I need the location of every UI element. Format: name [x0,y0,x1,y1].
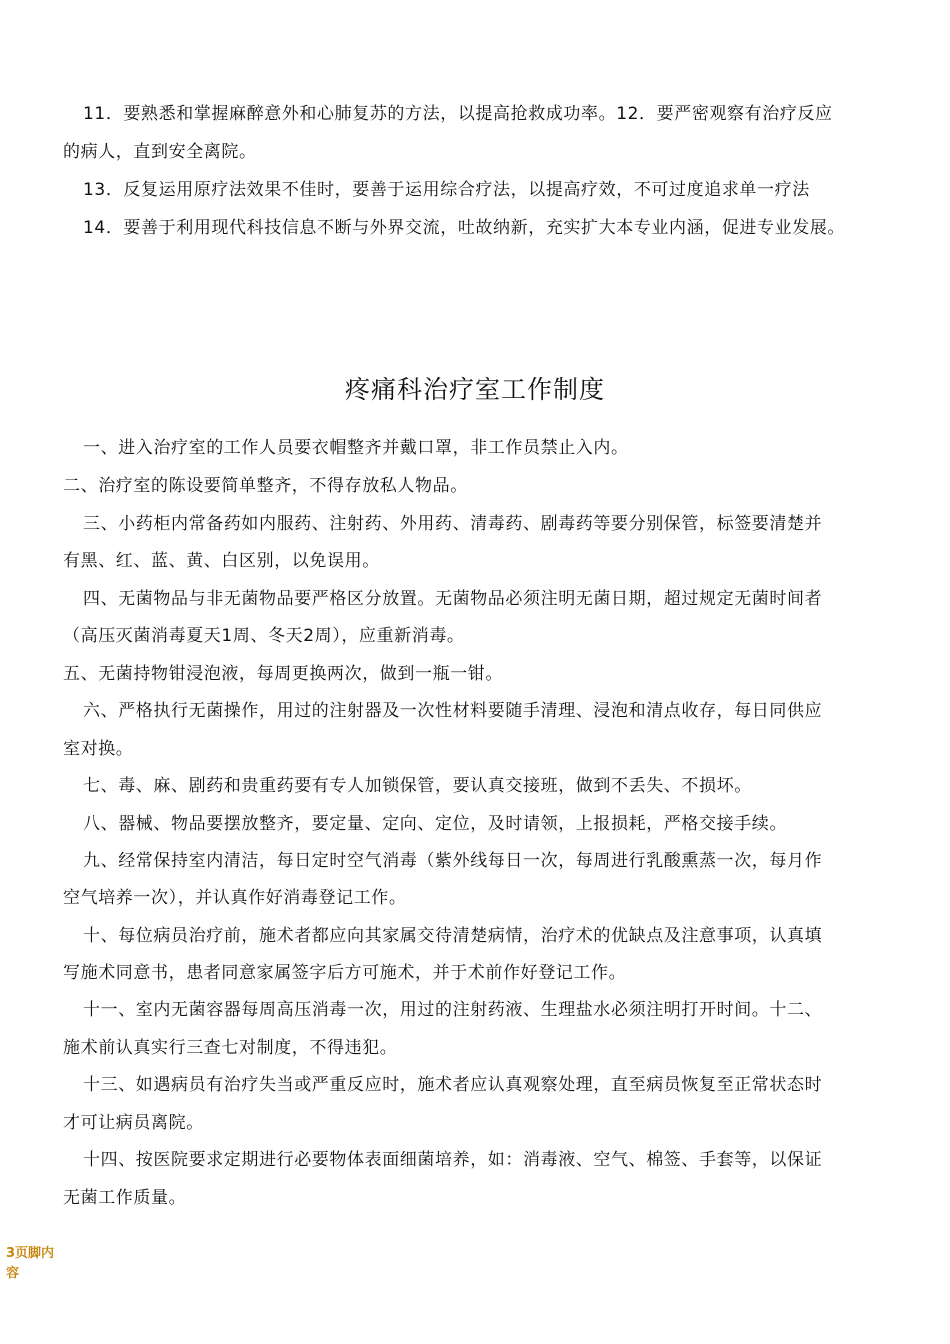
section-title: 疼痛科治疗室工作制度 [344,375,605,404]
item-14: 14．要善于利用现代科技信息不断与外界交流，吐故纳新，充实扩大本专业内涵，促进专业发展。 [83,218,846,238]
item-12-line-2: 的病人，直到安全离院。 [63,142,257,162]
rule-13-line-1: 十三、如遇病员有治疗失当或严重反应时，施术者应认真观察处理，直至病员恢复至正常状态时 [83,1075,823,1095]
rule-4-line-1: 四、无菌物品与非无菌物品要严格区分放置。无菌物品必须注明无菌日期，超过规定无菌时间者 [83,589,823,609]
rule-4-line-2: （高压灭菌消毒夏天1周、冬天2周），应重新消毒。 [63,626,465,646]
rule-3-line-2: 有黑、红、蓝、黄、白区别，以免误用。 [63,551,380,571]
rule-3-line-1: 三、小药柜内常备药如内服药、注射药、外用药、清毒药、剧毒药等要分别保管，标签要清楚并 [83,514,823,534]
rule-6-line-1: 六、严格执行无菌操作，用过的注射器及一次性材料要随手清理、浸泡和清点收存，每日同供应 [83,701,823,721]
rule-14-line-2: 无菌工作质量。 [63,1188,187,1208]
page-footer: 3页脚内容 [6,1246,55,1281]
rule-9-line-2: 空气培养一次），并认真作好消毒登记工作。 [63,888,407,908]
rule-11-line-1: 十一、室内无菌容器每周高压消毒一次，用过的注射药液、生理盐水必须注明打开时间。十二、 [83,1000,823,1020]
rule-1: 一、进入治疗室的工作人员要衣帽整齐并戴口罩，非工作员禁止入内。 [83,438,629,458]
rule-14-line-1: 十四、按医院要求定期进行必要物体表面细菌培养，如：消毒液、空气、棉签、手套等，以保证 [83,1150,823,1170]
item-13: 13．反复运用原疗法效果不佳时，要善于运用综合疗法，以提高疗效，不可过度追求单一疗法 [83,180,810,200]
rule-13-line-2: 才可让病员离院。 [63,1113,204,1133]
rule-8: 八、器械、物品要摆放整齐，要定量、定向、定位，及时请领，上报损耗，严格交接手续。 [83,814,787,834]
rule-5: 五、无菌持物钳浸泡液，每周更换两次，做到一瓶一钳。 [63,664,503,684]
rule-7: 七、毒、麻、剧药和贵重药要有专人加锁保管，要认真交接班，做到不丢失、不损坏。 [83,776,752,796]
rule-9-line-1: 九、经常保持室内清洁，每日定时空气消毒（紫外线每日一次，每周进行乳酸熏蒸一次，每月作 [83,851,823,871]
rule-2: 二、治疗室的陈设要简单整齐，不得存放私人物品。 [63,476,468,496]
rule-10-line-1: 十、每位病员治疗前，施术者都应向其家属交待清楚病情，治疗术的优缺点及注意事项，认真填 [83,926,823,946]
rule-6-line-2: 室对换。 [63,739,134,759]
rule-12: 施术前认真实行三查七对制度，不得违犯。 [63,1038,398,1058]
item-11-12-line-1: 11．要熟悉和掌握麻醉意外和心肺复苏的方法，以提高抢救成功率。12．要严密观察有治疗反应 [83,104,833,124]
rule-10-line-2: 写施术同意书，患者同意家属签字后方可施术，并于术前作好登记工作。 [63,963,627,983]
